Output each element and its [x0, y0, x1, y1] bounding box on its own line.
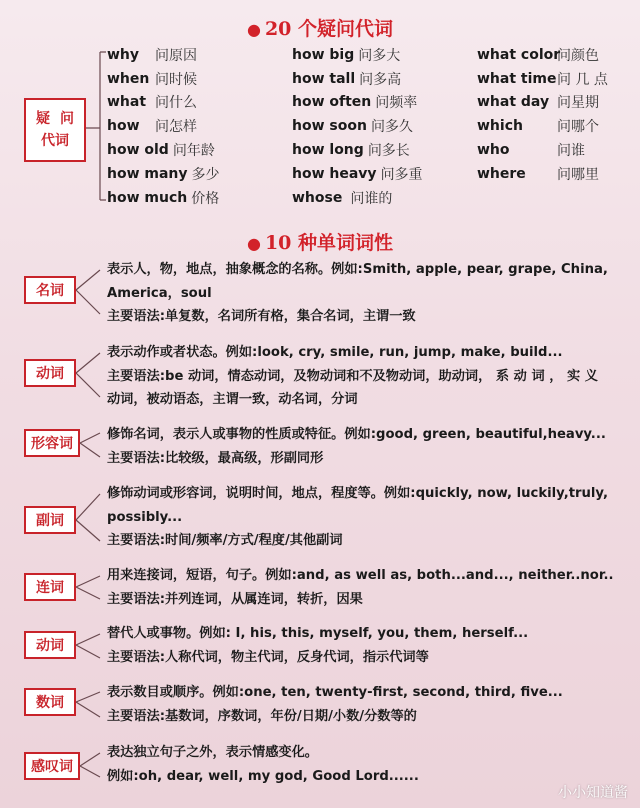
question-pronouns-box — [24, 98, 86, 162]
watermark-text: 小小知道酱 — [558, 785, 628, 801]
question-item: how many 多少 — [107, 165, 220, 183]
desc-line: 主要语法:并列连词，从属连词，转折，因果 — [107, 591, 363, 607]
desc-line: 动词，被动语态，主谓一致，动名词，分词 — [107, 392, 358, 407]
desc-line: 主要语法:基数词，序数词，年份/日期/小数/分数等的 — [107, 708, 417, 724]
question-item: how tall 问多高 — [292, 70, 402, 88]
desc-line: 主要语法:人称代词，物主代词，反身代词，指示代词等 — [107, 649, 429, 665]
desc-line: 主要语法:单复数，名词所有格，集合名词，主谓一致 — [107, 309, 416, 324]
question-column-2 — [292, 43, 423, 210]
desc-line: 修饰动词或形容词，说明时间，地点，程度等。例如:quickly, now, luckily,truly, — [107, 486, 609, 501]
question-item: which 问哪个 — [477, 118, 599, 136]
desc-line: 主要语法:be 动词，情态动词，及物动词和不及物动词，助动词， 系 动 词 ， 实 义 — [107, 368, 598, 384]
desc-line: 表示动作或者状态。例如:look, cry, smile, run, jump, make, build... — [107, 345, 563, 360]
desc-line: 修饰名词，表示人或事物的性质或特征。例如:good, green, beautiful,heavy... — [107, 427, 606, 442]
question-item: how much 价格 — [107, 189, 220, 207]
section-title-word-classes — [0, 228, 640, 255]
desc-line: 表示人，物，地点，抽象概念的名称。例如:Smith, apple, pear, grape, China, — [107, 262, 608, 277]
section-title-text: 10 种单词词性 — [264, 232, 394, 254]
category-description — [107, 564, 615, 611]
desc-line: 主要语法:比较级，最高级，形副同形 — [107, 450, 324, 466]
desc-line: 例如:oh, dear, well, my god, Good Lord...... — [107, 768, 419, 784]
question-item: when 问时候 — [107, 70, 197, 88]
question-item: whose 问谁的 — [292, 189, 393, 207]
question-item: how long 问多长 — [292, 142, 410, 160]
question-box-line2: 代词 — [41, 133, 69, 149]
question-item: what day 问星期 — [477, 94, 599, 112]
question-item: what color 问颜色 — [477, 46, 599, 64]
category-label-verb: 动词 — [24, 359, 76, 387]
category-description — [107, 622, 615, 669]
category-label-numeral: 数词 — [24, 688, 76, 716]
desc-line: 用来连接词，短语，句子。例如:and, as well as, both...and..., neither..nor.. — [107, 568, 614, 583]
bullet-icon: ● — [246, 234, 261, 253]
category-label-noun: 名词 — [24, 276, 76, 304]
category-description — [107, 258, 615, 329]
desc-line: 表达独立句子之外，表示情感变化。 — [107, 745, 318, 760]
desc-line: America，soul — [107, 285, 212, 301]
question-item: how often 问频率 — [292, 94, 418, 112]
question-column-1 — [107, 43, 220, 210]
bullet-icon: ● — [246, 20, 261, 39]
category-description — [107, 741, 615, 788]
question-item: who 问谁 — [477, 142, 585, 160]
desc-line: 表示数目或顺序。例如:one, ten, twenty-first, second, third, five... — [107, 685, 563, 700]
question-item: what time 问 几 点 — [477, 70, 608, 88]
category-label-pronoun: 动词 — [24, 631, 76, 659]
question-item: what 问什么 — [107, 94, 197, 112]
category-description — [107, 482, 615, 553]
desc-line: possibly... — [107, 509, 183, 525]
category-label-adjective: 形容词 — [24, 429, 80, 457]
question-item: how old 问年龄 — [107, 142, 215, 160]
desc-line: 替代人或事物。例如: I, his, this, myself, you, them, herself... — [107, 626, 529, 641]
desc-line: 主要语法:时间/频率/方式/程度/其他副词 — [107, 533, 343, 548]
category-description — [107, 423, 615, 470]
question-item: how soon 问多久 — [292, 118, 413, 136]
question-item: how big 问多大 — [292, 46, 401, 64]
category-label-interjection: 感叹词 — [24, 752, 80, 780]
category-description — [107, 681, 615, 728]
question-item: how 问怎样 — [107, 118, 197, 136]
question-item: where 问哪里 — [477, 165, 599, 183]
category-description — [107, 341, 615, 412]
category-label-conjunction: 连词 — [24, 573, 76, 601]
category-label-adverb: 副词 — [24, 506, 76, 534]
section-title-text: 20 个疑问代词 — [264, 18, 394, 40]
question-item: why 问原因 — [107, 46, 197, 64]
question-column-3 — [477, 43, 608, 186]
question-item: how heavy 问多重 — [292, 165, 423, 183]
question-box-line1: 疑问 — [36, 111, 84, 127]
